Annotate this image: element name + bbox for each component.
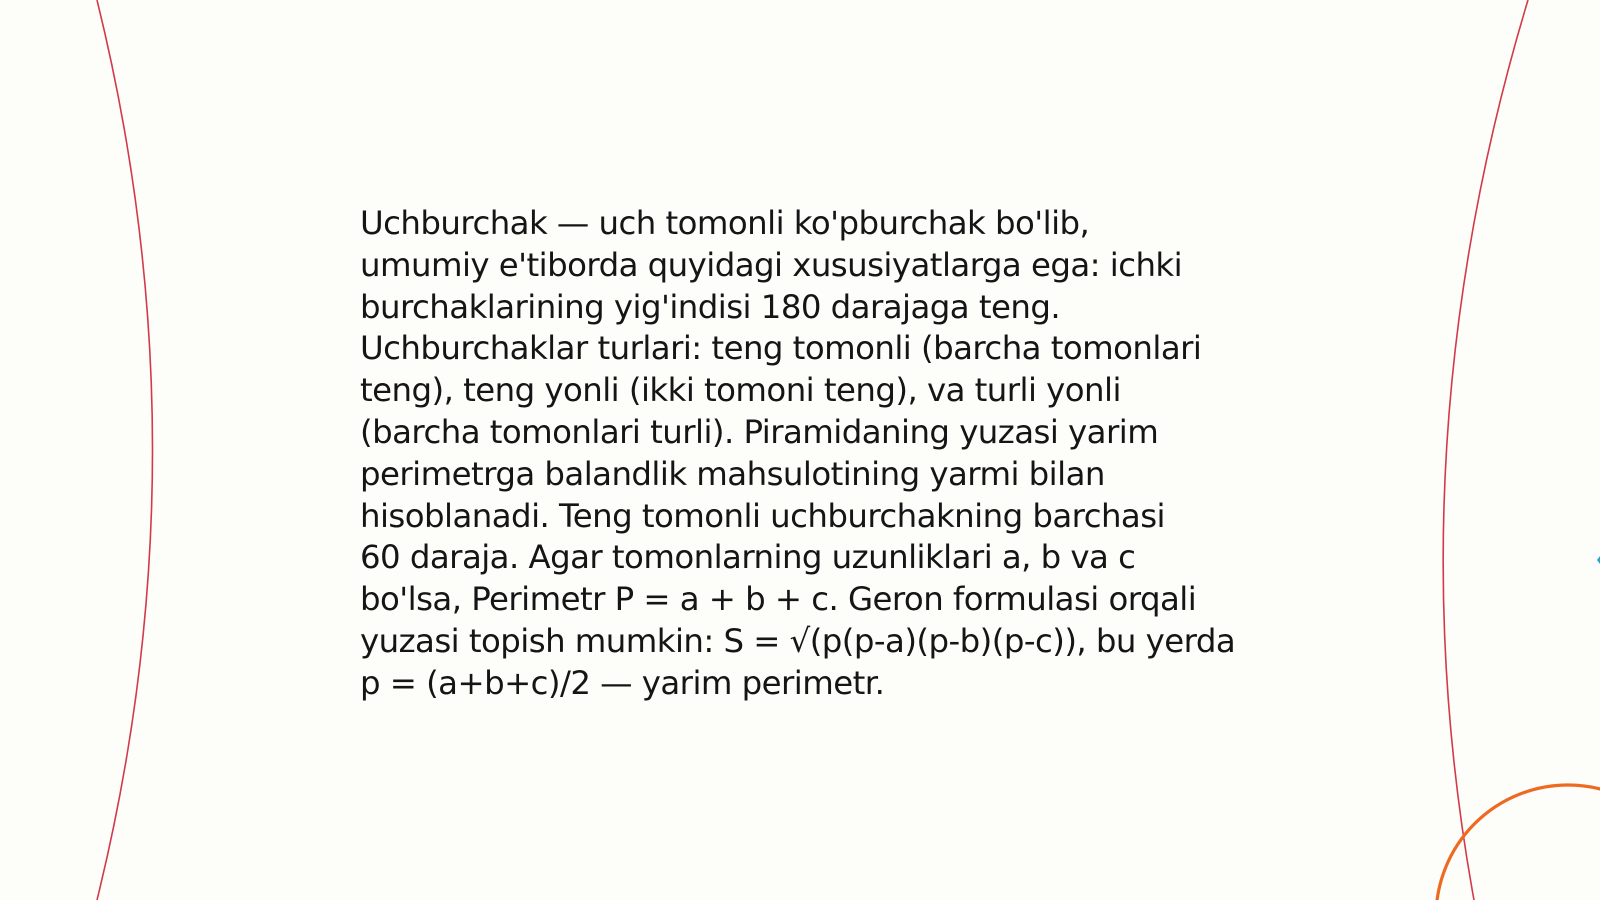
- slide-body-text: Uchburchak — uch tomonli ko'pburchak bo'lib, umumiy e'tiborda quyidagi xususiyatlarga ega: ichki burchaklarining yig'indisi 180 darajaga teng. Uchburchaklar turlari: teng tomonli (barcha tomonlari teng), teng yonli (ikki tomoni teng), va turli yonli (barcha tomonlari turli). Piramidaning yuzasi yarim perimetrga balandlik mahsulotining yarmi bilan hisoblanadi. Teng tomonli uchburchakning barchasi 60 daraja. Agar tomonlarning uzunliklari a, b va c bo'lsa, Perimetr P = a + b + c. Geron formulasi orqali yuzasi topish mumkin: S = √(p(p-a)(p-b)(p-c)), bu yerda p = (a+b+c)/2 — yarim perimetr.: [360, 204, 1236, 702]
- left-curve-line: [97, 0, 153, 900]
- right-curve-line: [1443, 0, 1528, 900]
- accent-circle: [1436, 785, 1600, 900]
